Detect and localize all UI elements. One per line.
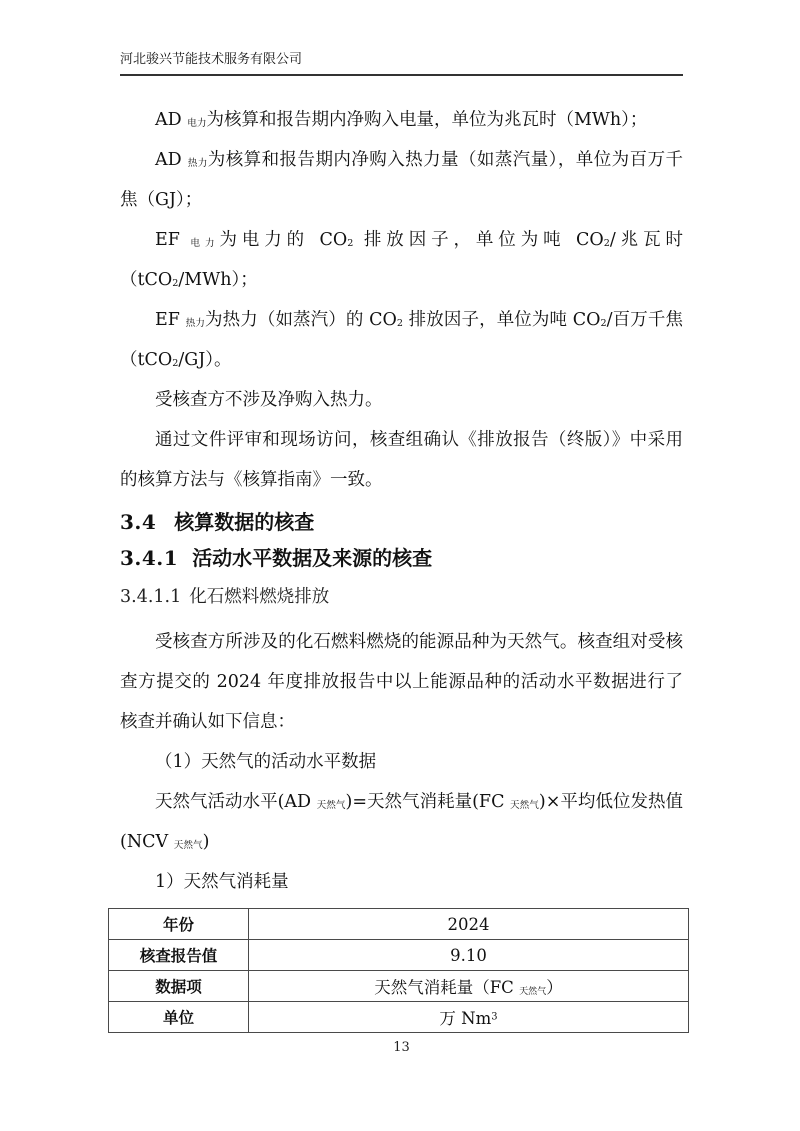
paragraph-method-confirmation: 通过文件评审和现场访问，核查组确认《排放报告（终版）》中采用的核算方法与《核算指南》一致。 [120,430,683,490]
section-heading-3-4 [120,508,683,536]
table-row [109,909,689,940]
table-row-label: 数据项 [109,971,249,1002]
table-row [109,971,689,1002]
company-name: 河北骏兴节能技术服务有限公司 [120,52,303,67]
paragraph-no-purchased-heat: 受核查方不涉及净购入热力。 [155,390,383,410]
table-row [109,1002,689,1033]
table-row-label: 核查报告值 [109,940,249,971]
table-row-value: 2024 [249,909,689,940]
table-row-label: 单位 [109,1002,249,1033]
document-content [120,100,683,1033]
page-number: 13 [393,1040,410,1055]
page-footer [120,1040,683,1055]
table-row-label: 年份 [109,909,249,940]
section-heading-3-4-1 [120,544,683,572]
paragraph-ad-heat: AD $_{热力}$为核算和报告期内净购入热力量（如蒸汽量），单位为百万千焦（GJ）； [120,150,684,210]
paragraph-activity-formula: 天然气活动水平(AD $_{天然气}$)=天然气消耗量(FC $_{天然气}$)×平均低位发热值(NCV $_{天然气}$) [120,792,683,852]
paragraph-item-1: （1）天然气的活动水平数据 [155,752,377,772]
natural-gas-consumption-table [108,908,689,1033]
table-row [109,940,689,971]
paragraph-ad-power: AD $_{电力}$为核算和报告期内净购入电量，单位为兆瓦时（MWh）； [155,110,648,130]
table-row-value: 万 Nm$^3$ [249,1002,689,1033]
paragraph-sub-item-1: 1）天然气消耗量 [155,872,289,892]
paragraph-ef-heat: EF $_{热力}$为热力（如蒸汽）的 $CO_2$ 排放因子，单位为吨 $CO_2/$百万千焦（tCO$_2$/GJ）。 [120,310,683,370]
section-number: 3.4.1.1 [120,587,182,607]
page-header [120,50,683,76]
section-heading-3-4-1-1 [120,584,683,610]
paragraph-fossil-fuel-intro: 受核查方所涉及的化石燃料燃烧的能源品种为天然气。核查组对受核查方提交的 2024 年度排放报告中以上能源品种的活动水平数据进行了核查并确认如下信息： [120,632,683,732]
section-title: 化石燃料燃烧排放 [189,587,330,607]
section-title: 活动水平数据及来源的核查 [192,546,433,570]
section-title: 核算数据的核查 [174,510,315,534]
table-row-value: 9.10 [249,940,689,971]
section-number: 3.4 [120,510,157,534]
section-number: 3.4.1 [120,546,179,570]
table-row-value: 天然气消耗量（FC $_{天然气}$） [249,971,689,1002]
paragraph-ef-power: EF $_{电力}$为电力的 $CO_2$ 排放因子，单位为吨 $CO_2/$兆瓦时（tCO$_2$/MWh）； [120,230,683,290]
